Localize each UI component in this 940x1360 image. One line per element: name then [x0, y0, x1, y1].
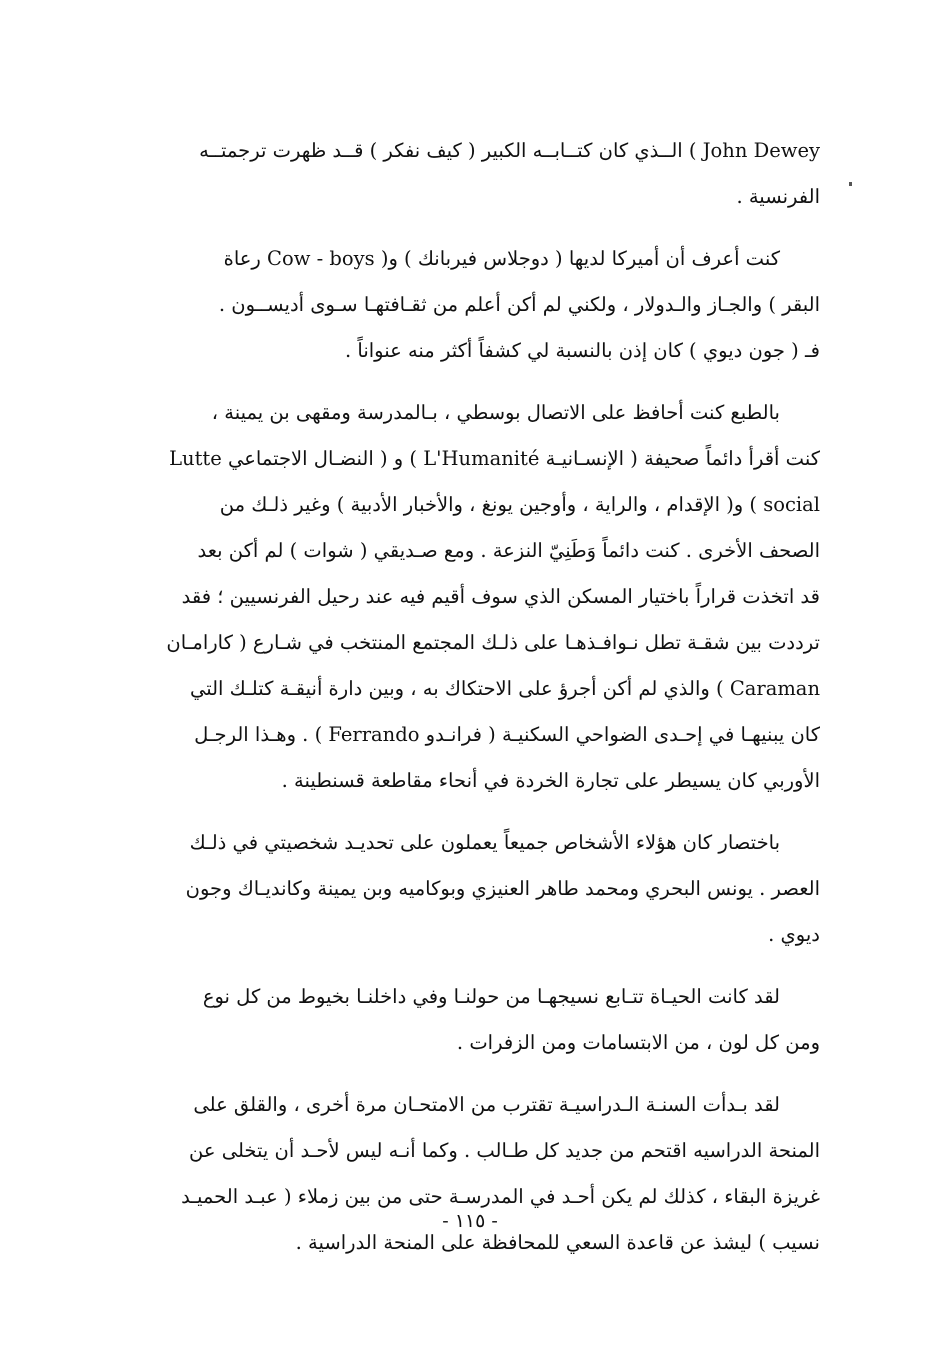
- text-line: البقر ) والجـاز والـدولار ، ولكني لم أكن أعلم من ثقـافتهـا سـوى أديســون .: [218, 293, 820, 316]
- text-line: social ) و( الإقدام ، والراية ، وأوجين يونغ ، والأخبار الأدبية ) وغير ذلـك من: [219, 493, 820, 516]
- text-line: بالطبع كنت أحافظ على الاتصال بوسطي ، بـالمدرسة ومقهى بن يمينة ،: [211, 401, 780, 424]
- text-line: الفرنسية .: [736, 185, 820, 208]
- text-line: كنت أعرف أن أميركا لديها ( دوجلاس فيربانك ) و( Cow - boys رعاة: [223, 247, 780, 270]
- paragraph-newspapers: [135, 390, 820, 804]
- text-line: ديوي .: [768, 923, 820, 946]
- text-line: ومن كل لون ، من الابتسامات ومن الزفرات .: [456, 1031, 820, 1054]
- paragraph-america: [135, 236, 820, 374]
- paragraph-identity: [135, 820, 820, 958]
- text-line: باختصار كان هؤلاء الأشخاص جميعاً يعملون على تحديـد شخصيتي في ذلـك: [189, 831, 780, 854]
- text-line: المنحة الدراسيه اقتحم من جديد كل طـالب . وكما أنـه ليس لأحـد أن يتخلى عن: [189, 1139, 820, 1162]
- paragraph-continuation: [135, 128, 820, 220]
- text-line: Caraman ) والذي لم أكن أجرؤ على الاحتكاك به ، وبين دارة أنيقـة كتلـك التي: [189, 677, 820, 700]
- page-number: - ١١٥ -: [442, 1210, 498, 1232]
- paragraph-life: [135, 974, 820, 1066]
- text-line: كنت أقرأ دائماً صحيفة ( الإنسـانيـة L'Humanité ) و ( النضـال الاجتماعي Lutte: [169, 447, 820, 470]
- text-line: ترددت بين شقـة تطل نـوافـذهـا على ذلـك المجتمع المنتخب في شـارع ( كارامـان: [166, 631, 820, 654]
- page-body: [135, 128, 820, 1266]
- text-line: غريزة البقاء ، كذلك لم يكن أحـد في المدرسـة حتى من بين زملاء ( عبـد الحميـد: [181, 1185, 820, 1208]
- text-line: John Dewey ) الــذي كان كتــابــه الكبير ( كيف نفكر ) قــد ظهرت ترجمتــه: [199, 139, 820, 162]
- text-line: كان يبنيهـا في إحـدى الضواحي السكنيـة ( فرانـدو Ferrando ) . وهـذا الرجـل: [194, 723, 820, 746]
- paragraph-scholarship: [135, 1082, 820, 1266]
- text-line: الأوربي كان يسيطر على تجارة الخردة في أنحاء مقاطعة قسنطينة .: [281, 769, 820, 792]
- text-line: فـ ( جون ديوي ) كان إذن بالنسبة لي كشفاً أكثر منه عنواناً .: [344, 339, 820, 362]
- text-line: قد اتخذت قراراً باختيار المسكن الذي سوف أقيم فيه عند رحيل الفرنسيين ؛ فقد: [181, 585, 820, 608]
- scan-speck: [849, 182, 852, 186]
- text-line: لقد بـدأت السنـة الـدراسيـة تقترب من الامتحـان مرة أخرى ، والقلق على: [193, 1093, 780, 1116]
- text-line: الصحف الأخرى . كنت دائماً وَطَنِيّ النزعة . ومع صـديقي ( شوات ) لم أكن بعد: [197, 539, 820, 562]
- text-line: لقد كانت الحيـاة تتـابع نسيجهـا من حولنـا وفي داخلنـا بخيوط من كل نوع: [202, 985, 780, 1008]
- text-line: العصر . يونس البحري ومحمد طاهر العنيزي وبوكاميه وبن يمينة وكانديـاك وجون: [185, 877, 820, 900]
- text-line: نسيب ) ليشذ عن قاعدة السعي للمحافظة على المنحة الدراسية .: [295, 1231, 820, 1254]
